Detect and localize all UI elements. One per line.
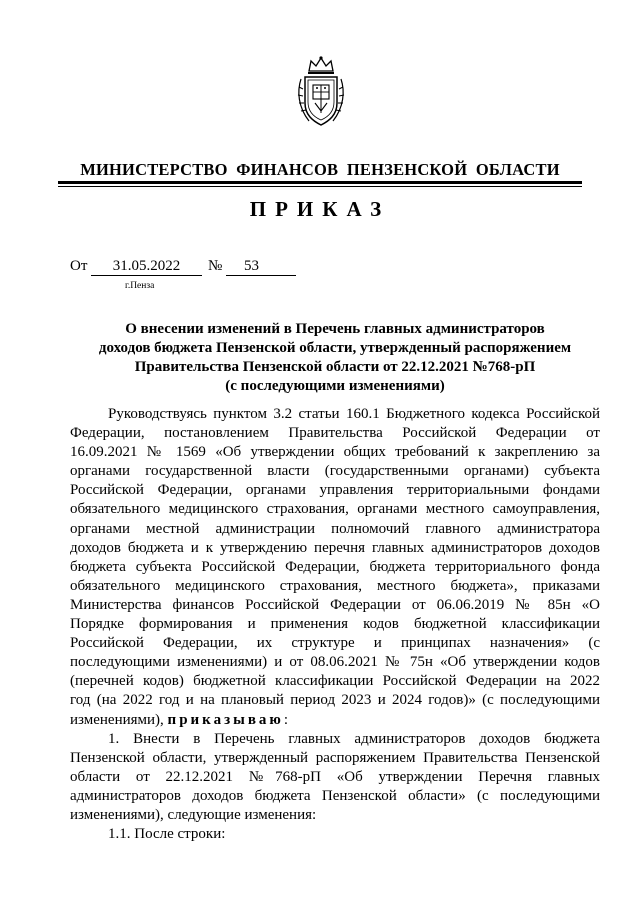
heading-line: (с последующими изменениями) bbox=[225, 378, 445, 394]
body-line: области от 22.12.2021 №768-рП «Об утверждении Перечня главных bbox=[70, 768, 600, 785]
body-line-command bbox=[70, 711, 600, 730]
command-word: приказываю bbox=[167, 711, 284, 728]
body-line: обязательного медицинского страхования, органами местного самоуправления, bbox=[70, 501, 600, 518]
order-body bbox=[70, 405, 600, 844]
body-line: год (на 2022 год и на плановый период 2023 и 2024 годов)» (с последующими bbox=[70, 692, 600, 709]
body-line: Руководствуясь пунктом 3.2 статьи 160.1 Бюджетного кодекса Российской bbox=[108, 406, 600, 422]
heading-line: О внесении изменений в Перечень главных администраторов bbox=[125, 321, 545, 337]
body-line: последующими изменениями) и от 08.06.2021 № 75н «Об утверждении кодов bbox=[70, 654, 600, 671]
body-line: 1.1. После строки: bbox=[108, 826, 226, 843]
body-line: Пензенской области, утвержденный распоряжением Правительства Пензенской bbox=[70, 749, 600, 766]
body-line: 1. Внести в Перечень главных администраторов доходов бюджета bbox=[108, 730, 600, 747]
body-line: Российской Федерации, органами управления территориальными фондами bbox=[70, 482, 600, 499]
number-label: № bbox=[208, 258, 223, 274]
body-line: Министерства финансов Российской Федерации от 06.06.2019 № 85н «О bbox=[70, 596, 600, 613]
header-rule-thin bbox=[58, 186, 582, 187]
body-line: органами местной администрации полномочий главного администратора bbox=[70, 520, 600, 537]
body-line: Федерации, постановлением Правительства Российской Федерации от bbox=[70, 425, 600, 442]
city: г.Пенза bbox=[125, 281, 155, 291]
heading-line: Правительства Пензенской области от 22.12.2021 №768-рП bbox=[134, 359, 536, 375]
command-prefix: изменениями), bbox=[70, 711, 164, 728]
date-label: От bbox=[70, 258, 88, 274]
body-line: Порядке формирования и применения кодов бюджетной классификации bbox=[70, 616, 600, 633]
command-suffix: : bbox=[283, 711, 289, 728]
body-line: администраторов доходов бюджета Пензенской области» (с последующими bbox=[70, 787, 600, 804]
body-line: 16.09.2021 № 1569 «Об утверждении общих требований к закреплению за bbox=[70, 444, 600, 461]
document-number: 53 bbox=[226, 258, 296, 276]
body-line: доходов бюджета и к утверждению перечня главных администраторов доходов bbox=[70, 539, 600, 556]
body-line: органами государственной власти (государственными органами) субъекта bbox=[70, 463, 600, 480]
heading-line: доходов бюджета Пензенской области, утвержденный распоряжением bbox=[98, 340, 572, 356]
document-type: ПРИКАЗ bbox=[249, 197, 391, 221]
body-line: бюджета субъекта Российской Федерации, бюджета территориального фонда bbox=[70, 558, 600, 575]
body-line: изменениями), следующие изменения: bbox=[70, 806, 317, 823]
body-line: обязательного медицинского страхования, местного бюджета», приказами bbox=[70, 577, 600, 594]
body-line: (перечней кодов) бюджетной классификации Российской Федерации на 2022 bbox=[70, 673, 600, 690]
document-date: 31.05.2022 bbox=[91, 258, 202, 276]
ministry-name: МИНИСТЕРСТВО ФИНАНСОВ ПЕНЗЕНСКОЙ ОБЛАСТИ bbox=[80, 160, 560, 179]
order-heading bbox=[70, 320, 600, 396]
penza-coat-of-arms-icon bbox=[295, 55, 347, 129]
header-rule-thick bbox=[58, 181, 582, 184]
body-line: Российской Федерации, их структуре и принципах назначения» (с bbox=[70, 635, 600, 652]
